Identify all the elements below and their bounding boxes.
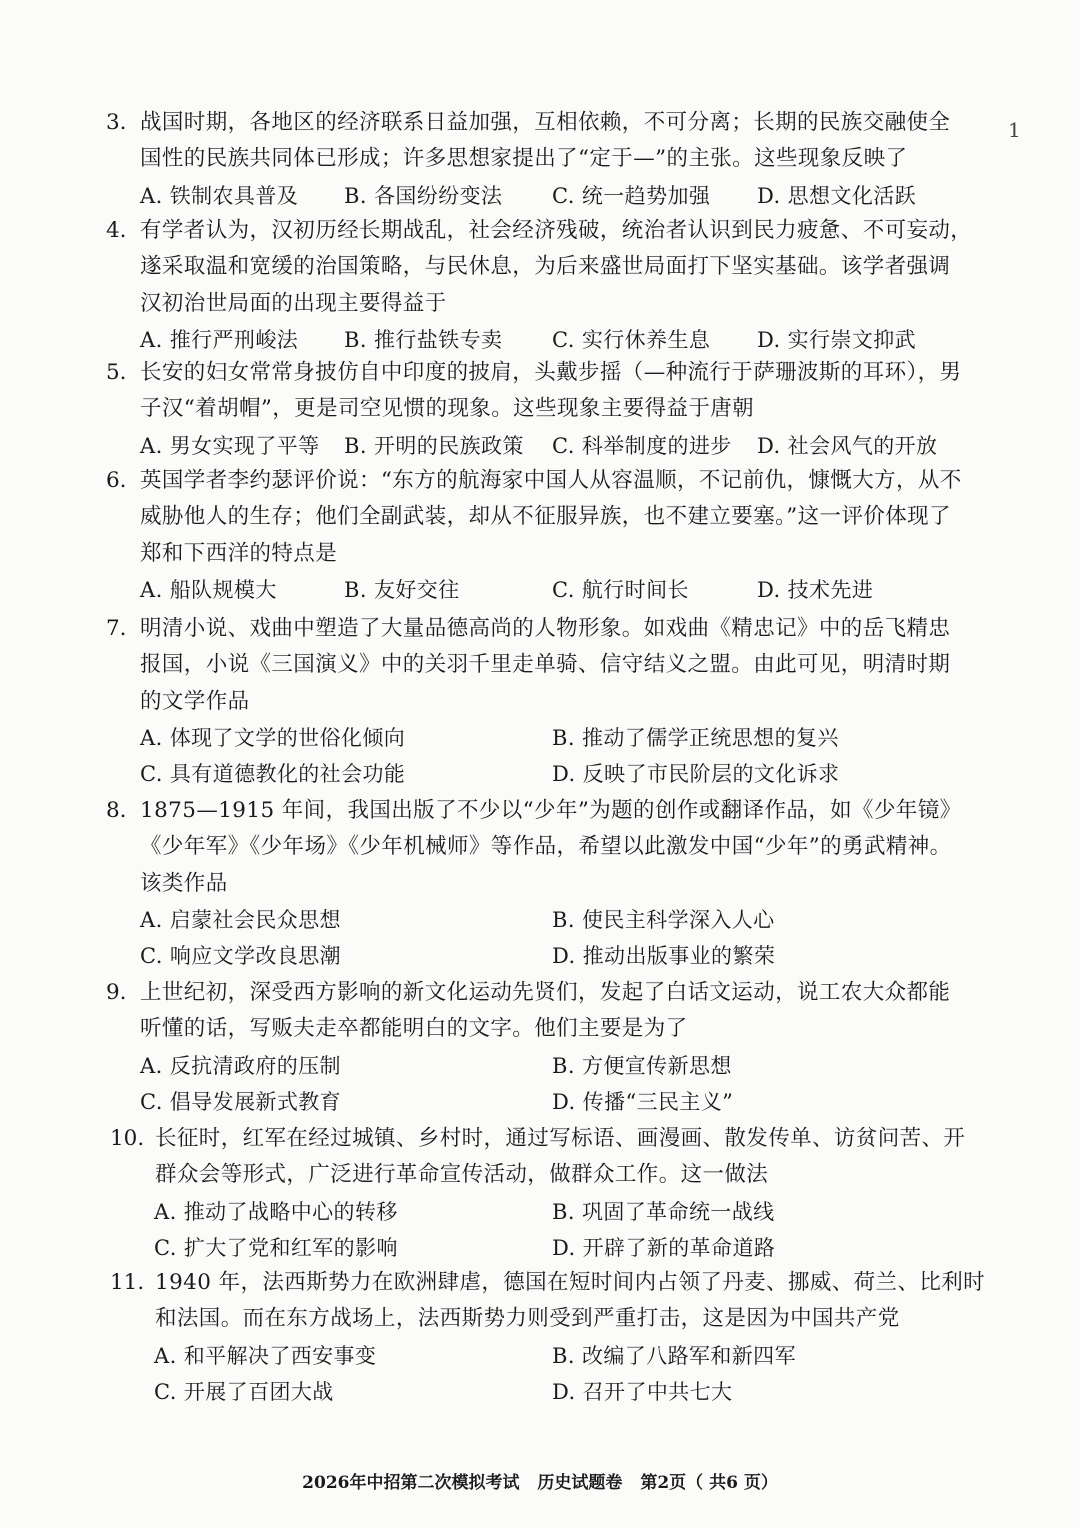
option-b: B. 友好交往 [344, 577, 460, 602]
option-c: C. 具有道德教化的社会功能 [140, 762, 406, 787]
option-c: C. 科举制度的进步 [552, 433, 732, 458]
question-stem-line: 威胁他人的生存；他们全副武装，却从不征服异族，也不建立要塞。”这一评价体现了 [140, 504, 951, 530]
option-a: A. 启蒙社会民众思想 [140, 907, 341, 932]
footer-subject: 历史试题卷 [537, 1473, 623, 1493]
option-b: B. 推动了儒学正统思想的复兴 [552, 725, 839, 750]
margin-page-mark: 1 [1008, 118, 1021, 142]
question-stem-line: 有学者认为，汉初历经长期战乱，社会经济残破，统治者认识到民力疲惫、不可妄动， [140, 218, 973, 243]
question-stem-line: 听懂的话，写贩夫走卒都能明白的文字。他们主要是为了 [140, 1016, 688, 1042]
question-stem-line: 英国学者李约瑟评价说：“东方的航海家中国人从容温顺，不记前仇，慷慨大方，从不 [140, 468, 962, 493]
option-d: D. 开辟了新的革命道路 [552, 1235, 776, 1260]
option-b: B. 改编了八路军和新四军 [552, 1343, 796, 1368]
option-a: A. 反抗清政府的压制 [140, 1053, 341, 1078]
option-d: D. 社会风气的开放 [757, 433, 938, 458]
option-b: B. 方便宣传新思想 [552, 1053, 732, 1078]
question-stem-line: 子汉“着胡帽”，更是司空见惯的现象。这些现象主要得益于唐朝 [140, 396, 755, 422]
footer-exam-title: 2026年中招第二次模拟考试 [302, 1473, 520, 1493]
option-c: C. 扩大了党和红军的影响 [154, 1235, 398, 1260]
option-a: A. 推动了战略中心的转移 [154, 1199, 398, 1224]
option-d: D. 推动出版事业的繁荣 [552, 944, 776, 969]
question-number: 7. [106, 616, 127, 641]
question-stem-line: 该类作品 [140, 870, 228, 896]
question-stem-line: 长安的妇女常常身披仿自中印度的披肩，头戴步摇（—种流行于萨珊波斯的耳环），男 [140, 360, 962, 385]
option-c: C. 统一趋势加强 [552, 183, 711, 208]
question-stem-line: 国性的民族共同体已形成；许多思想家提出了“定于—”的主张。这些现象反映了 [140, 146, 908, 172]
option-a: A. 船队规模大 [140, 577, 277, 602]
option-c: C. 倡导发展新式教育 [140, 1089, 342, 1114]
option-d: D. 实行崇文抑武 [757, 327, 917, 352]
option-a: A. 推行严刑峻法 [140, 327, 299, 352]
option-a: A. 和平解决了西安事变 [154, 1343, 377, 1368]
option-b: B. 各国纷纷变法 [344, 183, 503, 208]
question-stem-line: 群众会等形式，广泛进行革命宣传活动，做群众工作。这一做法 [155, 1162, 769, 1188]
option-a: A. 铁制农具普及 [140, 183, 299, 208]
question-stem-line: 郑和下西洋的特点是 [140, 540, 338, 566]
option-b: B. 推行盐铁专卖 [344, 327, 503, 352]
question-stem-line: 和法国。而在东方战场上，法西斯势力则受到严重打击，这是因为中国共产党 [155, 1306, 900, 1332]
question-stem-line: 战国时期，各地区的经济联系日益加强，互相依赖，不可分离；长期的民族交融使全 [140, 110, 951, 135]
question-stem-line: 遂采取温和宽缓的治国策略，与民休息，为后来盛世局面打下坚实基础。该学者强调 [140, 254, 951, 280]
question-number: 9. [106, 980, 127, 1005]
question-stem-line: 报国，小说《三国演义》中的关羽千里走单骑、信守结义之盟。由此可见，明清时期 [140, 652, 951, 678]
question-number: 6. [106, 468, 127, 493]
question-number: 5. [106, 360, 127, 385]
option-d: D. 召开了中共七大 [552, 1379, 733, 1404]
option-b: B. 开明的民族政策 [344, 433, 524, 458]
option-c: C. 开展了百团大战 [154, 1379, 334, 1404]
question-number: 3. [106, 110, 127, 135]
question-stem-line: 上世纪初，深受西方影响的新文化运动先贤们，发起了白话文运动，说工农大众都能 [140, 980, 951, 1005]
question-stem-line: 《少年军》《少年场》《少年机械师》等作品，希望以此激发中国“少年”的勇武精神。 [140, 834, 952, 860]
page-footer [0, 1470, 1080, 1496]
question-stem-line: 汉初治世局面的出现主要得益于 [140, 290, 447, 316]
option-d: D. 技术先进 [757, 577, 874, 602]
question-stem-line: 明清小说、戏曲中塑造了大量品德高尚的人物形象。如戏曲《精忠记》中的岳飞精忠 [140, 616, 951, 641]
question-number: 10. [110, 1126, 145, 1151]
option-a: A. 体现了文学的世俗化倾向 [140, 725, 406, 750]
question-stem-line: 的文学作品 [140, 688, 250, 714]
question-number: 4. [106, 218, 127, 243]
option-a: A. 男女实现了平等 [140, 433, 320, 458]
option-c: C. 实行休养生息 [552, 327, 711, 352]
option-c: C. 响应文学改良思潮 [140, 944, 342, 969]
question-number: 11. [110, 1270, 145, 1295]
option-b: B. 使民主科学深入人心 [552, 907, 775, 932]
option-c: C. 航行时间长 [552, 577, 689, 602]
option-d: D. 思想文化活跃 [757, 183, 917, 208]
option-d: D. 传播“三民主义” [552, 1089, 734, 1114]
question-stem-line: 1875—1915 年间，我国出版了不少以“少年”为题的创作或翻译作品，如《少年镜》 [140, 798, 962, 823]
footer-page-number: 第2页（ 共6 页） [640, 1473, 778, 1493]
question-number: 8. [106, 798, 127, 823]
question-stem-line: 长征时，红军在经过城镇、乡村时，通过写标语、画漫画、散发传单、访贫问苦、开 [155, 1126, 966, 1151]
question-stem-line: 1940 年，法西斯势力在欧洲肆虐，德国在短时间内占领了丹麦、挪威、荷兰、比利时 [155, 1270, 986, 1295]
option-b: B. 巩固了革命统一战线 [552, 1199, 775, 1224]
option-d: D. 反映了市民阶层的文化诉求 [552, 762, 840, 787]
